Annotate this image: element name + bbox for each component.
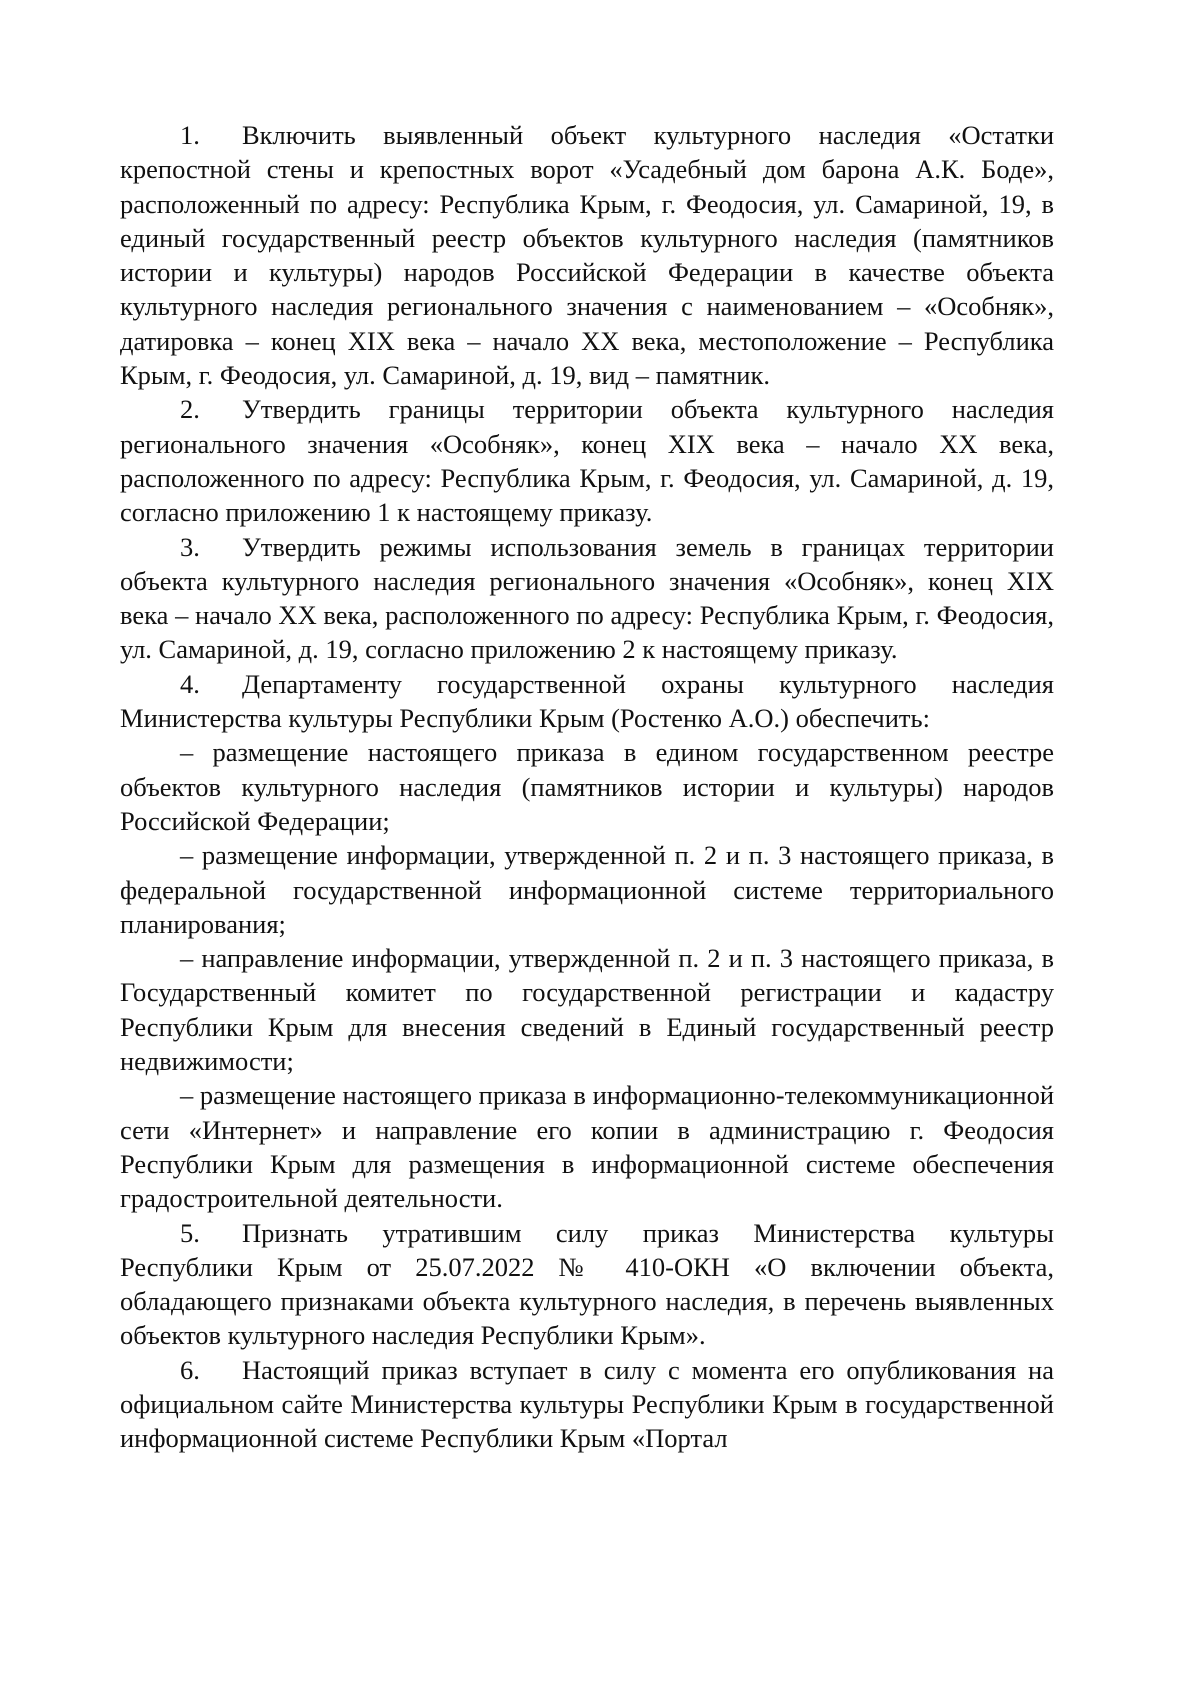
paragraph-5	[120, 1216, 1054, 1353]
paragraph-3	[120, 530, 1054, 667]
subitem-3: – направление информации, утвержденной п. 2 и п. 3 настоящего приказа, в Государственный комитет по государственной регистрации и кадастру Республики Крым для внесения сведений в Единый государственный реестр недвижимости;	[120, 943, 1054, 1077]
paragraph-number: 3.	[180, 531, 200, 562]
paragraph-4	[120, 667, 1054, 736]
paragraph-2	[120, 392, 1054, 529]
paragraph-1	[120, 118, 1054, 392]
paragraph-text: Признать утратившим силу приказ Министерства культуры Республики Крым от 25.07.2022 № 410-ОКН «О включении объекта, обладающего признаками объекта культурного наследия, в перечень выявленных объектов культурного наследия Республики Крым».	[120, 1217, 1054, 1351]
paragraph-text: Включить выявленный объект культурного наследия «Остатки крепостной стены и крепостных ворот «Усадебный дом барона А.К. Боде», расположенный по адресу: Республика Крым, г. Феодосия, ул. Самариной, 19, в единый государственный реестр объектов культурного наследия (памятников истории и культуры) народов Российской Федерации в качестве объекта культурного наследия регионального значения с наименованием – «Особняк», датировка – конец XIX века – начало XX века, местоположение – Республика Крым, г. Феодосия, ул. Самариной, д. 19, вид – памятник.	[120, 120, 1054, 391]
paragraph-6	[120, 1353, 1054, 1456]
paragraph-text: Настоящий приказ вступает в силу с момента его опубликования на официальном сайте Министерства культуры Республики Крым в государственной информационной системе Республики Крым «Портал	[120, 1354, 1054, 1454]
paragraph-number: 5.	[180, 1217, 200, 1248]
paragraph-text: Утвердить режимы использования земель в границах территории объекта культурного наследия регионального значения «Особняк», конец XIX века – начало XX века, расположенного по адресу: Республика Крым, г. Феодосия, ул. Самариной, д. 19, согласно приложению 2 к настоящему приказу.	[120, 531, 1054, 665]
paragraph-number: 1.	[180, 120, 200, 150]
subitem-4: – размещение настоящего приказа в информационно-телекоммуникационной сети «Интернет» и направление его копии в администрацию г. Феодосия Республики Крым для размещения в информационной системе обеспечения градостроительной деятельности.	[120, 1080, 1054, 1214]
subitem-2: – размещение информации, утвержденной п. 2 и п. 3 настоящего приказа, в федеральной государственной информационной системе территориального планирования;	[120, 840, 1054, 939]
subitem-1: – размещение настоящего приказа в едином государственном реестре объектов культурного наследия (памятников истории и культуры) народов Российской Федерации;	[120, 737, 1054, 836]
paragraph-number: 6.	[180, 1354, 200, 1385]
paragraph-number: 4.	[180, 668, 200, 699]
paragraph-text: Утвердить границы территории объекта культурного наследия регионального значения «Особняк», конец XIX века – начало XX века, расположенного по адресу: Республика Крым, г. Феодосия, ул. Самариной, д. 19, согласно приложению 1 к настоящему приказу.	[120, 394, 1054, 528]
document-page	[120, 118, 1054, 1456]
paragraph-number: 2.	[180, 394, 200, 425]
paragraph-text: Департаменту государственной охраны культурного наследия Министерства культуры Республики Крым (Ростенко А.О.) обеспечить:	[120, 668, 1054, 734]
